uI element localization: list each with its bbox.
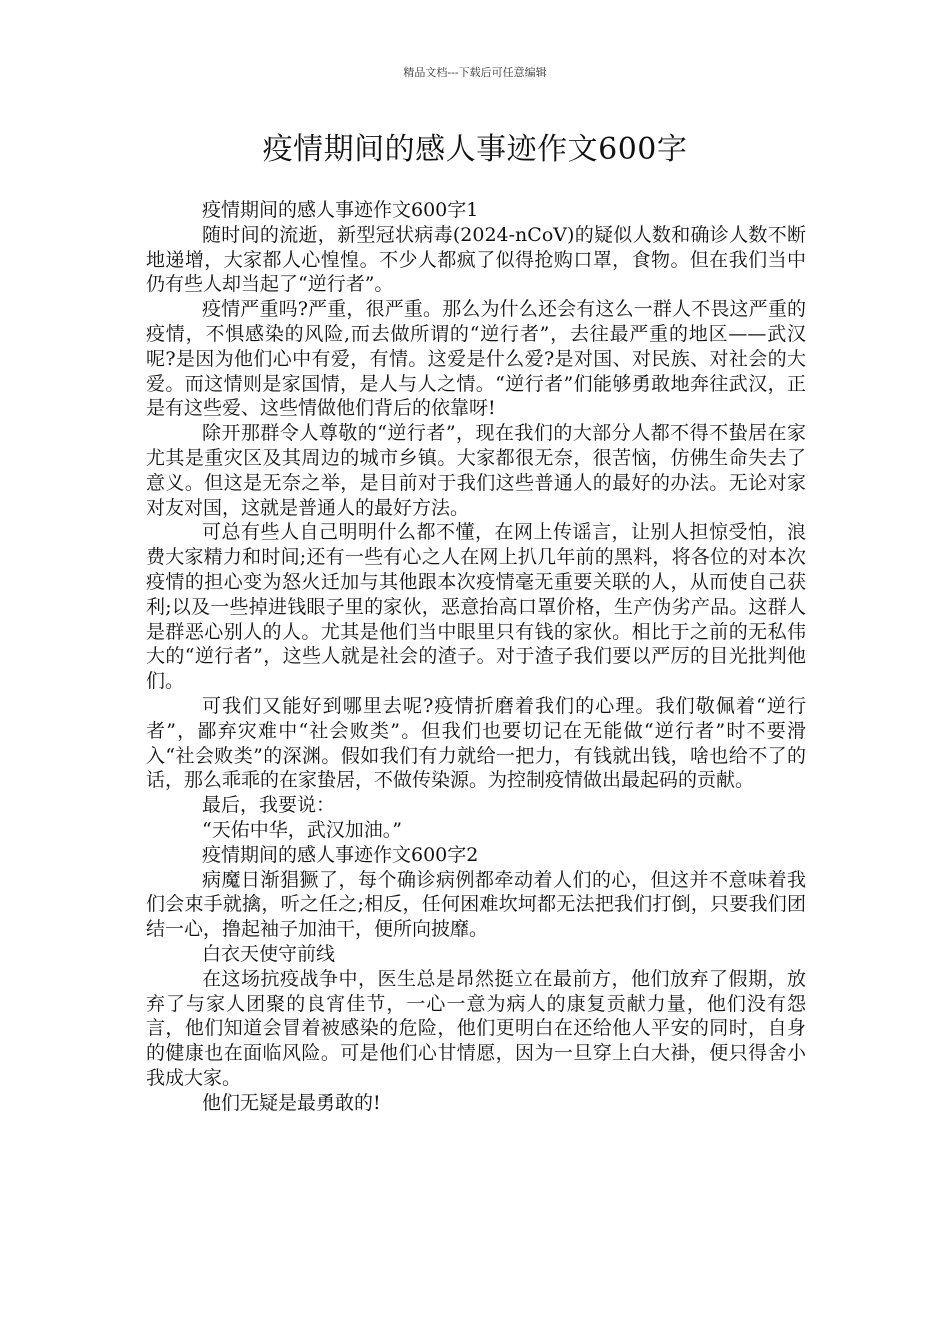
paragraph-quote: “天佑中华，武汉加油。” xyxy=(202,818,402,841)
subheading: 白衣天使守前线 xyxy=(202,942,336,965)
paragraph: 疫情严重吗?严重，很严重。那么为什么还会有这么一群人不畏这严重的疫情，不惧感染的风险,而去做所谓的“逆行者”，去往最严重的地区——武汉呢?是因为他们心中有爱，有情。这爱是什么爱?是对国、对民族、对社会的大爱。而这情则是家国情，是人与人之情。“逆行者”们能够勇敢地奔往武汉，正是有这些爱、这些情做他们背后的依靠呀! xyxy=(146,298,806,420)
paragraph: 随时间的流逝，新型冠状病毒(2024-nCoV)的疑似人数和确诊人数不断地递增，大家都人心惶惶。不少人都疯了似得抢购口罩，食物。但在我们当中仍有些人却当起了“逆行者”。 xyxy=(146,223,806,296)
paragraph: 可总有些人自己明明什么都不懂，在网上传谣言，让别人担惊受怕，浪费大家精力和时间;还有一些有心之人在网上扒几年前的黑料，将各位的对本次疫情的担心变为怒火迁加与其他跟本次疫情毫无重要关联的人，从而使自己获利;以及一些掉进钱眼子里的家伙，恶意抬高口罩价格，生产伪劣产品。这群人是群恶心别人的人。尤其是他们当中眼里只有钱的家伙。相比于之前的无私伟大的“逆行者”，这些人就是社会的渣子。对于渣子我们要以严厉的目光批判他们。 xyxy=(146,521,806,693)
paragraph: 最后，我要说： xyxy=(202,794,336,817)
section-heading-2: 疫情期间的感人事迹作文600字2 xyxy=(202,843,479,866)
section-heading-1: 疫情期间的感人事迹作文600字1 xyxy=(202,199,479,221)
paragraph: 除开那群令人尊敬的“逆行者”，现在我们的大部分人都不得不蛰居在家尤其是重灾区及其周边的城市乡镇。大家都很无奈，很苦恼，仿佛生命失去了意义。但这是无奈之举，是目前对于我们这些普通人的最好的办法。无论对家对友对国，这就是普通人的最好方法。 xyxy=(146,422,806,519)
paragraph: 在这场抗疫战争中，医生总是昂然挺立在最前方，他们放弃了假期，放弃了与家人团聚的良宵佳节，一心一意为病人的康复贡献力量，他们没有怨言，他们知道会冒着被感染的危险，他们更明白在还给他人平安的同时，自身的健康也在面临风险。可是他们心甘情愿，因为一旦穿上白大褂，便只得舍小我成大家。 xyxy=(146,967,806,1089)
paragraph: 他们无疑是最勇敢的! xyxy=(202,1091,381,1114)
paragraph: 可我们又能好到哪里去呢?疫情折磨着我们的心理。我们敬佩着“逆行者”，鄙弃灾难中“社会败类”。但我们也要切记在无能做“逆行者”时不要滑入“社会败类”的深渊。假如我们有力就给一把力，有钱就出钱，啥也给不了的话，那么乖乖的在家蛰居，不做传染源。为控制疫情做出最起码的贡献。 xyxy=(146,694,806,792)
document-title: 疫情期间的感人事迹作文600字 xyxy=(262,132,688,167)
paragraph: 病魔日渐猖獗了，每个确诊病例都牵动着人们的心，但这并不意味着我们会束手就擒，听之任之;相反，任何困难坎坷都无法把我们打倒，只要我们团结一心，撸起袖子加油干，便所向披靡。 xyxy=(146,868,806,941)
document-body xyxy=(146,198,806,1115)
page-header: 精品文档---下载后可任意编辑 xyxy=(403,66,547,79)
